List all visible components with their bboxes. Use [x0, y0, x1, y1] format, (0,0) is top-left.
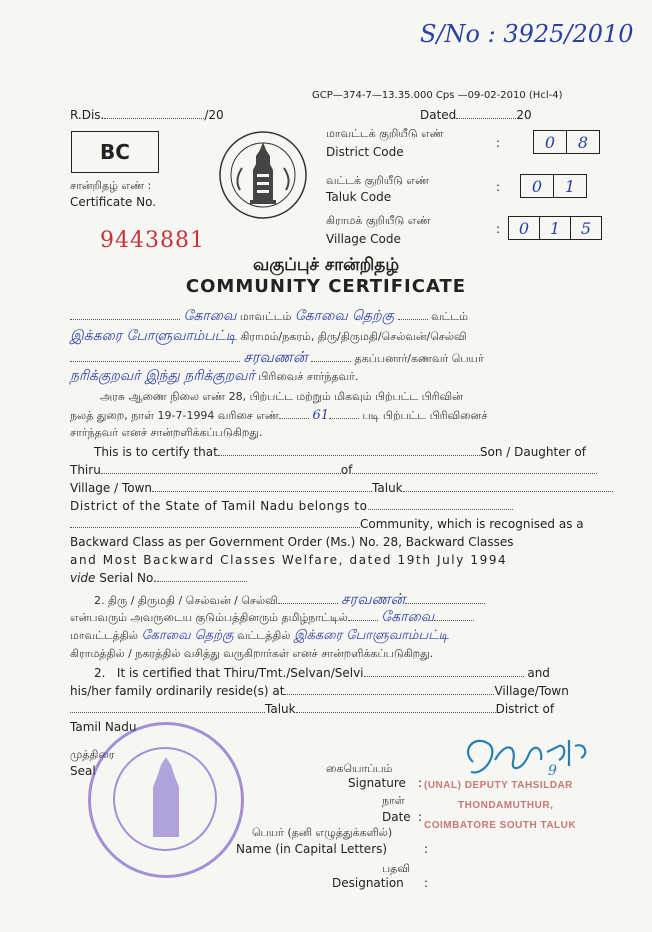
- taluk-code-digit: 0: [521, 175, 554, 197]
- colon: :: [418, 810, 423, 824]
- en-line-7: and Most Backward Classes Welfare, dated 19th July 1994: [70, 553, 508, 567]
- title-ta: வகுப்புச் சான்றிதழ்: [252, 255, 400, 275]
- en-line-4: District of the State of Tamil Nadu belongs to: [70, 499, 513, 513]
- district-code-digit: 0: [534, 131, 567, 153]
- cert-no-label-en: Certificate No.: [70, 195, 157, 209]
- tamil-line-1: கோவை மாவட்டம் கோவை தெற்கு வட்டம்: [70, 308, 600, 326]
- s2-person-hand: சரவணன்: [341, 590, 406, 608]
- village-code-digit: 5: [580, 218, 592, 238]
- signature-label-en: Signature: [348, 776, 406, 790]
- s2-ta-line-4: கிராமத்தில் / நகரத்தில் வசித்து வருகிறார்கள் எனச் சான்றளிக்கப்படுகிறது.: [70, 647, 434, 660]
- signature-date-hand: 9: [548, 763, 557, 779]
- bc-box: BC: [71, 131, 159, 173]
- s2-ta-line-1: 2. திரு / திருமதி / செல்வன் / செல்வி சரவணன்: [94, 590, 485, 610]
- en-line-1: This is to certify that Son / Daughter of: [94, 445, 586, 459]
- title-en: COMMUNITY CERTIFICATE: [185, 276, 467, 297]
- seal-label-ta: முத்திரை: [70, 748, 115, 761]
- s2-en-line-2: his/her family ordinarily reside(s) at Village/Town: [70, 684, 569, 698]
- s2-taluk-hand: கோவை தெற்கு: [141, 628, 234, 643]
- round-seal-icon: [88, 722, 244, 878]
- village-code-ta: கிராமக் குறியீடு எண்: [326, 214, 431, 227]
- district-code-ta: மாவட்டக் குறியீடு எண்: [326, 127, 444, 140]
- gcp-line: GCP—374-7—13.35.000 Cps —09-02-2010 (Hcl-4): [312, 90, 563, 101]
- tamil-line-6: நலத் துறை, நாள் 19-7-1994 வரிசை எண் 61 படி பிற்பட்ட பிரிவினைச்: [70, 408, 488, 423]
- en-line-5: Community, which is recognised as a: [70, 517, 584, 531]
- tamil-line-2: இக்கரை போளுவாம்பட்டி கிராமம்/நகரம், திரு/திருமதி/செல்வன்/செல்வி: [70, 328, 467, 344]
- tamil-nadu-emblem-icon: [218, 130, 308, 220]
- tamil-line-5: அரசு ஆணை நிலை எண் 28, பிற்பட்ட மற்றும் மிகவும் பிற்பட்ட பிரிவின்: [100, 390, 463, 403]
- colon: :: [496, 180, 501, 194]
- s2-en-line-3: Taluk District of: [70, 702, 554, 716]
- s2-en-line-1: 2. It is certified that Thiru/Tmt./Selvan/Selvi and: [94, 666, 550, 680]
- colon: :: [496, 222, 501, 236]
- name-label-en: Name (in Capital Letters): [236, 842, 388, 856]
- s2-ta-line-2: என்பவரும் அவருடைய குடும்பத்தினரும் தமிழ்நாட்டில் கோவை: [70, 609, 474, 627]
- en-line-3: Village / Town Taluk: [70, 481, 613, 495]
- tamil-line-3: சரவணன் தகப்பனார்/கணவர் பெயர்: [70, 348, 484, 368]
- name-label-ta: பெயர் (தனி எழுத்துக்களில்): [252, 826, 393, 839]
- certificate-number: 9443881: [100, 228, 205, 253]
- official-stamp-line-2: THONDAMUTHUR,: [458, 800, 554, 811]
- handwritten-serial: S/No : 3925/2010: [420, 20, 634, 48]
- s2-en-line-4: Tamil Nadu: [70, 720, 137, 734]
- colon: :: [424, 876, 429, 890]
- district-code-digit: 8: [577, 132, 589, 152]
- official-stamp-line-1: (UNAL) DEPUTY TAHSILDAR: [424, 780, 573, 791]
- colon: :: [496, 136, 501, 150]
- en-line-2: Thiru of: [70, 463, 597, 477]
- village-code-boxes: [508, 216, 602, 240]
- village-hand: இக்கரை போளுவாம்பட்டி: [70, 328, 237, 344]
- s2-village-hand: இக்கரை போளுவாம்பட்டி: [293, 628, 449, 643]
- person-hand: சரவணன்: [243, 348, 308, 366]
- designation-label-en: Designation: [332, 876, 404, 890]
- en-line-8: vide Serial No.: [70, 571, 247, 585]
- cert-no-label-ta: சான்றிதழ் எண் :: [70, 179, 152, 192]
- district-code-boxes: [533, 130, 600, 154]
- district-code-en: District Code: [326, 145, 404, 159]
- r-dis: R.Dis. /20: [70, 108, 224, 122]
- village-code-digit: 0: [509, 217, 540, 239]
- taluk-hand: கோவை தெற்கு: [294, 308, 395, 324]
- colon: :: [424, 842, 429, 856]
- official-stamp-line-3: COIMBATORE SOUTH TALUK: [424, 820, 577, 831]
- dated: Dated 20: [420, 108, 532, 122]
- district-hand: கோவை: [183, 308, 237, 324]
- tamil-line-4: நரிக்குறவர் இந்து நரிக்குறவர் பிரிவைச் சார்ந்தவர்.: [70, 368, 359, 384]
- community-hand: நரிக்குறவர் இந்து நரிக்குறவர்: [70, 368, 255, 384]
- seal-label-en: Seal: [70, 764, 96, 778]
- colon: :: [418, 776, 423, 790]
- village-code-digit: 1: [540, 217, 571, 239]
- serial-hand: 61: [312, 408, 329, 423]
- tamil-line-7: சார்ந்தவர் எனச் சான்றளிக்கப்படுகிறது.: [70, 426, 263, 439]
- taluk-code-en: Taluk Code: [326, 190, 392, 204]
- designation-label-ta: பதவி: [382, 862, 410, 875]
- date-label-en: Date: [382, 810, 411, 824]
- village-code-en: Village Code: [326, 232, 401, 246]
- taluk-code-boxes: [520, 174, 587, 198]
- en-line-6: Backward Class as per Government Order (Ms.) No. 28, Backward Classes: [70, 535, 514, 549]
- date-label-ta: நாள்: [382, 794, 405, 807]
- signature-label-ta: கையொப்பம்: [326, 762, 393, 775]
- s2-ta-line-3: மாவட்டத்தில் கோவை தெற்கு வட்டத்தில் இக்கரை போளுவாம்பட்டி: [70, 628, 449, 643]
- taluk-code-ta: வட்டக் குறியீடு எண்: [326, 174, 430, 187]
- s2-district-hand: கோவை: [381, 609, 435, 625]
- taluk-code-digit: 1: [564, 176, 576, 196]
